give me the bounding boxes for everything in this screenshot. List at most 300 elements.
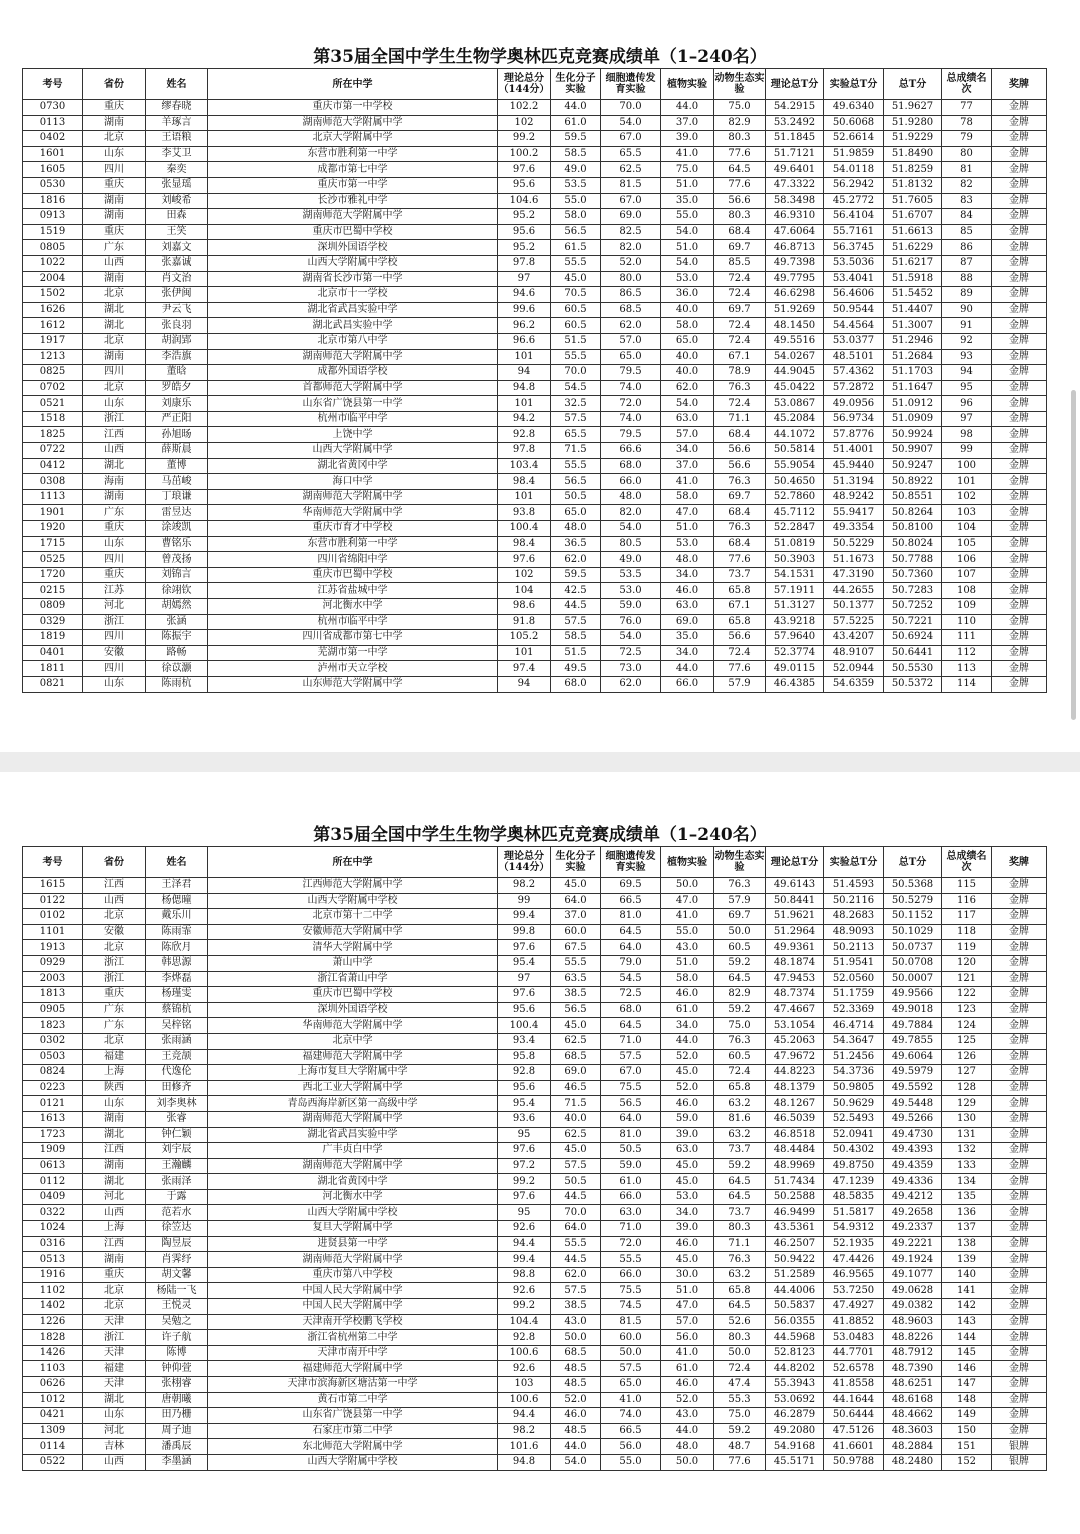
cell-exam-id: 0730 (23, 100, 83, 116)
cell-theory-score: 92.6 (498, 1283, 551, 1299)
cell-school: 湖南师范大学附属中学 (208, 489, 498, 505)
cell-medal: 金牌 (992, 146, 1047, 162)
cell-exam-id: 0121 (23, 1096, 83, 1112)
cell-exam-id: 1101 (23, 924, 83, 940)
cell-plant-lab: 54.0 (661, 255, 714, 271)
cell-medal: 金牌 (992, 1205, 1047, 1221)
results-table (22, 846, 1047, 1471)
cell-medal: 金牌 (992, 1158, 1047, 1174)
cell-exam-id: 0525 (23, 552, 83, 568)
table-row (23, 940, 1047, 956)
cell-animal-ecology-lab: 69.7 (714, 489, 766, 505)
cell-theory-score: 101 (498, 396, 551, 412)
cell-plant-lab: 30.0 (661, 1267, 714, 1283)
cell-medal: 金牌 (992, 396, 1047, 412)
cell-lab-t-score: 55.9417 (824, 505, 884, 521)
cell-biochem-lab: 70.5 (551, 287, 601, 303)
cell-overall-rank: 109 (942, 599, 992, 615)
cell-plant-lab: 35.0 (661, 630, 714, 646)
cell-exam-id: 1920 (23, 521, 83, 537)
cell-theory-score: 92.6 (498, 1221, 551, 1237)
cell-province: 湖南 (83, 1111, 146, 1127)
table-row (23, 1158, 1047, 1174)
cell-biochem-lab: 36.5 (551, 536, 601, 552)
cell-province: 安徽 (83, 924, 146, 940)
cell-total-t-score: 51.2946 (884, 333, 942, 349)
cell-school: 山东省广饶县第一中学 (208, 396, 498, 412)
cell-province: 上海 (83, 1065, 146, 1081)
cell-medal: 金牌 (992, 1033, 1047, 1049)
cell-name: 杨瑾雯 (146, 987, 208, 1003)
cell-cell-genetics-lab: 75.5 (601, 1283, 661, 1299)
cell-exam-id: 1723 (23, 1127, 83, 1143)
cell-school: 深圳外国语学校 (208, 1002, 498, 1018)
results-table (22, 68, 1047, 693)
cell-animal-ecology-lab: 75.0 (714, 1408, 766, 1424)
cell-name: 韩思源 (146, 955, 208, 971)
cell-animal-ecology-lab: 56.6 (714, 193, 766, 209)
cell-biochem-lab: 44.5 (551, 1252, 601, 1268)
cell-overall-rank: 100 (942, 458, 992, 474)
cell-total-t-score: 50.8024 (884, 536, 942, 552)
cell-name: 田修齐 (146, 1080, 208, 1096)
cell-overall-rank: 121 (942, 971, 992, 987)
cell-total-t-score: 50.9924 (884, 427, 942, 443)
header-school: 所在中学 (208, 847, 498, 878)
cell-biochem-lab: 60.0 (551, 924, 601, 940)
header-theory-t-score: 理论总T分 (766, 847, 824, 878)
cell-total-t-score: 51.3007 (884, 318, 942, 334)
cell-province: 江西 (83, 427, 146, 443)
cell-school: 重庆市第一中学 (208, 177, 498, 193)
cell-lab-t-score: 48.5835 (824, 1189, 884, 1205)
cell-theory-score: 91.8 (498, 614, 551, 630)
table-row (23, 474, 1047, 490)
cell-exam-id: 1825 (23, 427, 83, 443)
cell-theory-score: 101 (498, 489, 551, 505)
cell-total-t-score: 48.3603 (884, 1423, 942, 1439)
cell-biochem-lab: 51.5 (551, 333, 601, 349)
cell-theory-score: 95.6 (498, 1080, 551, 1096)
cell-exam-id: 1309 (23, 1423, 83, 1439)
cell-school: 山西大学附属中学校 (208, 1205, 498, 1221)
cell-school: 萧山中学 (208, 955, 498, 971)
cell-province: 北京 (83, 1283, 146, 1299)
cell-cell-genetics-lab: 81.5 (601, 1314, 661, 1330)
cell-total-t-score: 49.2221 (884, 1236, 942, 1252)
cell-theory-score: 104.4 (498, 1314, 551, 1330)
cell-plant-lab: 47.0 (661, 505, 714, 521)
cell-lab-t-score: 50.4302 (824, 1143, 884, 1159)
cell-biochem-lab: 50.5 (551, 489, 601, 505)
cell-province: 山西 (83, 443, 146, 459)
cell-theory-score: 92.8 (498, 1330, 551, 1346)
cell-medal: 金牌 (992, 1189, 1047, 1205)
cell-biochem-lab: 65.5 (551, 427, 601, 443)
cell-plant-lab: 46.0 (661, 1096, 714, 1112)
cell-theory-t-score: 51.9621 (766, 909, 824, 925)
table-row (23, 209, 1047, 225)
cell-animal-ecology-lab: 76.3 (714, 1252, 766, 1268)
cell-lab-t-score: 50.5229 (824, 536, 884, 552)
cell-biochem-lab: 71.5 (551, 1096, 601, 1112)
cell-cell-genetics-lab: 66.5 (601, 1423, 661, 1439)
cell-animal-ecology-lab: 72.4 (714, 1065, 766, 1081)
cell-overall-rank: 124 (942, 1018, 992, 1034)
header-animal-ecology-lab: 动物生态实验 (714, 69, 766, 100)
cell-theory-score: 94.8 (498, 380, 551, 396)
cell-medal: 金牌 (992, 1377, 1047, 1393)
cell-biochem-lab: 64.0 (551, 1221, 601, 1237)
cell-medal: 金牌 (992, 971, 1047, 987)
cell-exam-id: 1103 (23, 1361, 83, 1377)
cell-lab-t-score: 45.9440 (824, 458, 884, 474)
cell-cell-genetics-lab: 72.5 (601, 987, 661, 1003)
cell-theory-t-score: 46.6298 (766, 287, 824, 303)
cell-lab-t-score: 50.9544 (824, 302, 884, 318)
cell-exam-id: 0929 (23, 955, 83, 971)
cell-total-t-score: 49.4336 (884, 1174, 942, 1190)
cell-school: 湖北武昌实验中学 (208, 318, 498, 334)
cell-theory-score: 94.8 (498, 1454, 551, 1470)
cell-medal: 金牌 (992, 1283, 1047, 1299)
cell-exam-id: 1402 (23, 1299, 83, 1315)
cell-province: 浙江 (83, 614, 146, 630)
cell-school: 上海市复旦大学附属中学 (208, 1065, 498, 1081)
cell-theory-t-score: 50.3903 (766, 552, 824, 568)
cell-medal: 金牌 (992, 1002, 1047, 1018)
cell-name: 刘李奥林 (146, 1096, 208, 1112)
cell-name: 吴勉之 (146, 1314, 208, 1330)
cell-overall-rank: 133 (942, 1158, 992, 1174)
cell-lab-t-score: 51.4593 (824, 878, 884, 894)
cell-province: 浙江 (83, 971, 146, 987)
cell-school: 湖南师范大学附属中学 (208, 349, 498, 365)
cell-lab-t-score: 51.5817 (824, 1205, 884, 1221)
cell-cell-genetics-lab: 57.0 (601, 333, 661, 349)
table-row (23, 162, 1047, 178)
cell-school: 杭州市临平中学 (208, 614, 498, 630)
cell-theory-score: 100.6 (498, 1345, 551, 1361)
cell-province: 重庆 (83, 567, 146, 583)
cell-plant-lab: 63.0 (661, 599, 714, 615)
cell-lab-t-score: 53.0377 (824, 333, 884, 349)
cell-theory-score: 100.4 (498, 1018, 551, 1034)
cell-name: 于露 (146, 1189, 208, 1205)
cell-biochem-lab: 61.5 (551, 240, 601, 256)
cell-lab-t-score: 50.2116 (824, 893, 884, 909)
header-cell-genetics-lab: 细胞遗传发育实验 (601, 847, 661, 878)
table-header-row (23, 847, 1047, 878)
cell-overall-rank: 129 (942, 1096, 992, 1112)
table-row (23, 1002, 1047, 1018)
cell-animal-ecology-lab: 60.5 (714, 940, 766, 956)
header-theory-score: 理论总分（144分） (498, 69, 551, 100)
cell-animal-ecology-lab: 59.2 (714, 1002, 766, 1018)
cell-cell-genetics-lab: 66.0 (601, 1189, 661, 1205)
cell-medal: 金牌 (992, 1299, 1047, 1315)
cell-province: 湖北 (83, 302, 146, 318)
cell-province: 重庆 (83, 177, 146, 193)
cell-name: 徐翊钦 (146, 583, 208, 599)
cell-cell-genetics-lab: 57.5 (601, 1049, 661, 1065)
table-row (23, 365, 1047, 381)
cell-biochem-lab: 55.0 (551, 193, 601, 209)
cell-school: 石家庄市第二中学 (208, 1423, 498, 1439)
cell-name: 羊琢言 (146, 115, 208, 131)
cell-plant-lab: 54.0 (661, 224, 714, 240)
table-row (23, 521, 1047, 537)
table-row (23, 380, 1047, 396)
cell-theory-t-score: 46.2879 (766, 1408, 824, 1424)
table-row (23, 240, 1047, 256)
cell-province: 江西 (83, 1143, 146, 1159)
cell-overall-rank: 97 (942, 411, 992, 427)
cell-overall-rank: 152 (942, 1454, 992, 1470)
cell-plant-lab: 59.0 (661, 1111, 714, 1127)
table-row (23, 971, 1047, 987)
cell-total-t-score: 48.7912 (884, 1345, 942, 1361)
header-school: 所在中学 (208, 69, 498, 100)
cell-province: 湖南 (83, 349, 146, 365)
cell-plant-lab: 54.0 (661, 396, 714, 412)
cell-school: 四川省绵阳中学 (208, 552, 498, 568)
table-row (23, 1174, 1047, 1190)
cell-name: 陈雨霏 (146, 924, 208, 940)
cell-medal: 金牌 (992, 893, 1047, 909)
table-row (23, 115, 1047, 131)
cell-lab-t-score: 51.9541 (824, 955, 884, 971)
table-row (23, 614, 1047, 630)
cell-name: 王笑 (146, 224, 208, 240)
cell-school: 天津市南开中学 (208, 1345, 498, 1361)
cell-medal: 金牌 (992, 1423, 1047, 1439)
cell-cell-genetics-lab: 65.5 (601, 146, 661, 162)
table-row (23, 443, 1047, 459)
cell-theory-score: 95.8 (498, 1049, 551, 1065)
table-row (23, 1377, 1047, 1393)
cell-lab-t-score: 44.7701 (824, 1345, 884, 1361)
cell-overall-rank: 89 (942, 287, 992, 303)
cell-theory-t-score: 43.9218 (766, 614, 824, 630)
cell-animal-ecology-lab: 76.3 (714, 878, 766, 894)
cell-cell-genetics-lab: 50.0 (601, 1345, 661, 1361)
cell-overall-rank: 140 (942, 1267, 992, 1283)
cell-animal-ecology-lab: 76.3 (714, 474, 766, 490)
cell-school: 湖南师范大学附属中学 (208, 1111, 498, 1127)
cell-medal: 金牌 (992, 380, 1047, 396)
cell-animal-ecology-lab: 73.7 (714, 1143, 766, 1159)
cell-province: 广东 (83, 1002, 146, 1018)
cell-province: 吉林 (83, 1439, 146, 1455)
cell-plant-lab: 53.0 (661, 271, 714, 287)
cell-overall-rank: 88 (942, 271, 992, 287)
cell-cell-genetics-lab: 66.5 (601, 893, 661, 909)
cell-plant-lab: 46.0 (661, 1377, 714, 1393)
cell-lab-t-score: 49.6340 (824, 100, 884, 116)
cell-plant-lab: 52.0 (661, 1080, 714, 1096)
cell-theory-score: 97.6 (498, 987, 551, 1003)
cell-theory-t-score: 47.3322 (766, 177, 824, 193)
cell-overall-rank: 110 (942, 614, 992, 630)
cell-plant-lab: 53.0 (661, 536, 714, 552)
cell-animal-ecology-lab: 77.6 (714, 1454, 766, 1470)
cell-total-t-score: 48.7390 (884, 1361, 942, 1377)
cell-name: 王瀚麟 (146, 1158, 208, 1174)
cell-biochem-lab: 50.5 (551, 1174, 601, 1190)
cell-animal-ecology-lab: 63.2 (714, 1267, 766, 1283)
cell-name: 田乃栅 (146, 1408, 208, 1424)
cell-theory-score: 99.4 (498, 1252, 551, 1268)
cell-province: 河北 (83, 1423, 146, 1439)
table-row (23, 411, 1047, 427)
cell-cell-genetics-lab: 64.5 (601, 924, 661, 940)
cell-animal-ecology-lab: 77.6 (714, 146, 766, 162)
cell-cell-genetics-lab: 74.5 (601, 1299, 661, 1315)
cell-theory-score: 103.4 (498, 458, 551, 474)
cell-cell-genetics-lab: 64.5 (601, 1018, 661, 1034)
cell-theory-t-score: 48.1379 (766, 1080, 824, 1096)
cell-overall-rank: 106 (942, 552, 992, 568)
cell-province: 四川 (83, 552, 146, 568)
cell-plant-lab: 43.0 (661, 1408, 714, 1424)
cell-total-t-score: 51.9627 (884, 100, 942, 116)
cell-biochem-lab: 43.0 (551, 1314, 601, 1330)
cell-animal-ecology-lab: 63.2 (714, 1096, 766, 1112)
cell-overall-rank: 142 (942, 1299, 992, 1315)
cell-animal-ecology-lab: 64.5 (714, 1174, 766, 1190)
cell-total-t-score: 50.9907 (884, 443, 942, 459)
cell-overall-rank: 98 (942, 427, 992, 443)
cell-medal: 金牌 (992, 878, 1047, 894)
cell-medal: 金牌 (992, 255, 1047, 271)
cell-theory-t-score: 49.7795 (766, 271, 824, 287)
cell-theory-t-score: 50.4650 (766, 474, 824, 490)
scrollbar-thumb[interactable] (1071, 390, 1076, 720)
table-row (23, 271, 1047, 287)
cell-lab-t-score: 49.3354 (824, 521, 884, 537)
cell-school: 中国人民大学附属中学 (208, 1283, 498, 1299)
cell-theory-score: 105.2 (498, 630, 551, 646)
cell-medal: 金牌 (992, 1111, 1047, 1127)
cell-lab-t-score: 52.3369 (824, 1002, 884, 1018)
cell-theory-t-score: 47.9453 (766, 971, 824, 987)
cell-plant-lab: 40.0 (661, 365, 714, 381)
cell-exam-id: 0503 (23, 1049, 83, 1065)
cell-lab-t-score: 51.1759 (824, 987, 884, 1003)
cell-school: 湖南师范大学附属中学 (208, 115, 498, 131)
cell-name: 罗皓夕 (146, 380, 208, 396)
cell-animal-ecology-lab: 64.5 (714, 162, 766, 178)
cell-cell-genetics-lab: 54.0 (601, 630, 661, 646)
cell-plant-lab: 44.0 (661, 661, 714, 677)
cell-cell-genetics-lab: 59.0 (601, 599, 661, 615)
cell-exam-id: 0522 (23, 1454, 83, 1470)
cell-animal-ecology-lab: 59.2 (714, 1158, 766, 1174)
cell-total-t-score: 51.6707 (884, 209, 942, 225)
cell-theory-score: 93.6 (498, 1111, 551, 1127)
cell-theory-score: 92.8 (498, 1065, 551, 1081)
cell-medal: 金牌 (992, 365, 1047, 381)
cell-name: 肖文治 (146, 271, 208, 287)
cell-plant-lab: 34.0 (661, 443, 714, 459)
cell-exam-id: 1819 (23, 630, 83, 646)
cell-overall-rank: 148 (942, 1392, 992, 1408)
cell-province: 山西 (83, 1205, 146, 1221)
cell-lab-t-score: 48.5101 (824, 349, 884, 365)
cell-cell-genetics-lab: 54.5 (601, 971, 661, 987)
cell-biochem-lab: 57.5 (551, 614, 601, 630)
cell-name: 陶昱辰 (146, 1236, 208, 1252)
cell-province: 四川 (83, 162, 146, 178)
table-row (23, 1345, 1047, 1361)
cell-theory-score: 103 (498, 1377, 551, 1393)
cell-theory-t-score: 45.0422 (766, 380, 824, 396)
cell-province: 湖北 (83, 1392, 146, 1408)
cell-cell-genetics-lab: 73.0 (601, 661, 661, 677)
cell-animal-ecology-lab: 72.4 (714, 318, 766, 334)
cell-theory-score: 101.6 (498, 1439, 551, 1455)
cell-exam-id: 1813 (23, 987, 83, 1003)
cell-cell-genetics-lab: 79.5 (601, 427, 661, 443)
cell-medal: 金牌 (992, 349, 1047, 365)
cell-theory-t-score: 52.3774 (766, 645, 824, 661)
table-row (23, 1033, 1047, 1049)
cell-plant-lab: 44.0 (661, 100, 714, 116)
cell-name: 张良羽 (146, 318, 208, 334)
cell-medal: 金牌 (992, 287, 1047, 303)
cell-cell-genetics-lab: 86.5 (601, 287, 661, 303)
cell-cell-genetics-lab: 68.0 (601, 1002, 661, 1018)
cell-province: 河北 (83, 599, 146, 615)
cell-theory-t-score: 44.4006 (766, 1283, 824, 1299)
cell-theory-score: 97.8 (498, 255, 551, 271)
cell-total-t-score: 49.6064 (884, 1049, 942, 1065)
cell-lab-t-score: 44.1644 (824, 1392, 884, 1408)
cell-animal-ecology-lab: 59.2 (714, 955, 766, 971)
cell-lab-t-score: 48.9242 (824, 489, 884, 505)
cell-name: 王悦灵 (146, 1299, 208, 1315)
cell-theory-t-score: 49.6143 (766, 878, 824, 894)
cell-province: 湖北 (83, 318, 146, 334)
cell-theory-t-score: 48.7374 (766, 987, 824, 1003)
cell-overall-rank: 127 (942, 1065, 992, 1081)
cell-province: 湖南 (83, 1158, 146, 1174)
cell-lab-t-score: 47.4426 (824, 1252, 884, 1268)
cell-lab-t-score: 51.4001 (824, 443, 884, 459)
cell-lab-t-score: 43.4207 (824, 630, 884, 646)
cell-total-t-score: 50.5530 (884, 661, 942, 677)
header-overall-rank: 总成绩名次 (942, 847, 992, 878)
cell-animal-ecology-lab: 65.8 (714, 583, 766, 599)
cell-theory-score: 94.4 (498, 1236, 551, 1252)
table-row (23, 427, 1047, 443)
cell-lab-t-score: 50.9629 (824, 1096, 884, 1112)
cell-total-t-score: 51.0909 (884, 411, 942, 427)
header-theory-score: 理论总分（144分） (498, 847, 551, 878)
cell-exam-id: 0821 (23, 676, 83, 692)
cell-animal-ecology-lab: 75.0 (714, 1018, 766, 1034)
cell-theory-t-score: 46.5039 (766, 1111, 824, 1127)
cell-lab-t-score: 48.9093 (824, 924, 884, 940)
cell-cell-genetics-lab: 60.0 (601, 1330, 661, 1346)
cell-medal: 金牌 (992, 271, 1047, 287)
table-body (23, 100, 1047, 693)
cell-province: 天津 (83, 1314, 146, 1330)
cell-school: 河北衡水中学 (208, 1189, 498, 1205)
table-row (23, 567, 1047, 583)
table-row (23, 1205, 1047, 1221)
